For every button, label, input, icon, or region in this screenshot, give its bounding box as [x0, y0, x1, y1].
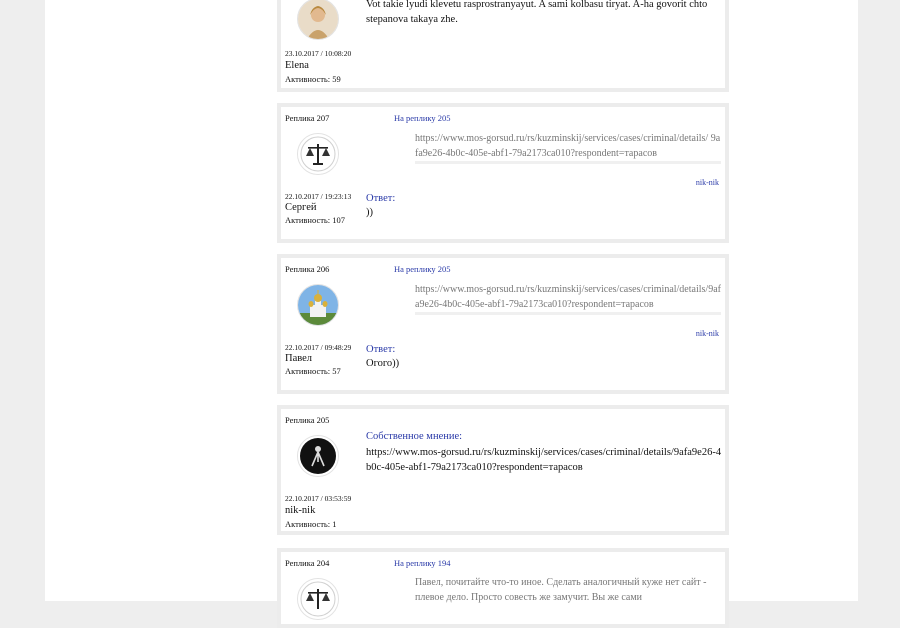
comment-author[interactable]: Павел	[285, 353, 313, 364]
answer-text: Огого))	[366, 358, 400, 369]
avatar[interactable]	[297, 578, 339, 620]
answer-text: ))	[366, 207, 373, 218]
church-icon	[298, 285, 338, 325]
comment-author[interactable]: nik-nik	[285, 505, 316, 516]
comment-204	[277, 548, 729, 628]
comment-author[interactable]: Elena	[285, 60, 309, 71]
comment-activity: Активность: 107	[285, 215, 346, 225]
comment-206	[277, 254, 729, 394]
reply-number: Реплика 206	[285, 264, 330, 274]
comment-elena	[277, 0, 729, 92]
answer-label: Ответ:	[366, 344, 396, 355]
reply-quote: https://www.mos-gorsud.ru/rs/kuzminskij/services/cases/criminal/details/9afa9e26-4b0c-405e-abf1-79a2173ca010?respondent=тарасов	[415, 283, 721, 315]
comment-text: Vot takie lyudi klevetu rasprostranyayut. A sami kolbasu tiryat. A-ha govorit chto stepanova takaya zhe.	[366, 0, 708, 25]
quote-author-link[interactable]: nik-nik	[695, 329, 719, 338]
avatar[interactable]	[297, 133, 339, 175]
comment-activity: Активность: 59	[285, 74, 341, 84]
reply-number: Реплика 204	[285, 558, 330, 568]
opinion-label: Собственное мнение:	[366, 431, 463, 442]
figure-icon	[298, 436, 338, 476]
reply-to-link[interactable]: На реплику 205	[394, 264, 451, 274]
quote-author-link[interactable]: nik-nik	[695, 178, 719, 187]
reply-quote: https://www.mos-gorsud.ru/rs/kuzminskij/services/cases/criminal/details/ 9afa9e26-4b0c-405e-abf1-79a2173ca010?respondent=тарасов	[415, 132, 721, 164]
comment-author[interactable]: Сергей	[285, 202, 317, 213]
avatar[interactable]	[297, 0, 339, 40]
comment-date: 22.10.2017 / 19:23:13	[285, 192, 352, 201]
avatar[interactable]	[297, 284, 339, 326]
comment-activity: Активность: 1	[285, 519, 337, 529]
reply-to-link[interactable]: На реплику 205	[394, 113, 451, 123]
comment-activity: Активность: 57	[285, 366, 341, 376]
reply-quote: Павел, почитайте что-то иное. Сделать аналогичный куже нет сайт - плевое дело. Просто совесть же замучит. Вы же сами	[415, 577, 707, 603]
woman-portrait-icon	[298, 0, 338, 39]
comment-date: 22.10.2017 / 09:48:29	[285, 343, 352, 352]
scales-icon	[298, 579, 338, 619]
comment-205	[277, 405, 729, 535]
avatar[interactable]	[297, 435, 339, 477]
reply-number: Реплика 205	[285, 415, 330, 425]
scales-icon	[298, 134, 338, 174]
page-content	[45, 0, 858, 601]
comment-date: 22.10.2017 / 03:53:59	[285, 494, 352, 503]
comment-date: 23.10.2017 / 10:08:20	[285, 49, 352, 58]
reply-to-link[interactable]: На реплику 194	[394, 558, 451, 568]
comment-207	[277, 103, 729, 243]
opinion-text: https://www.mos-gorsud.ru/rs/kuzminskij/services/cases/criminal/details/9afa9e26-4b0c-405e-abf1-79a2173ca010?respondent=тарасов	[366, 447, 722, 473]
reply-number: Реплика 207	[285, 113, 330, 123]
answer-label: Ответ:	[366, 193, 396, 204]
